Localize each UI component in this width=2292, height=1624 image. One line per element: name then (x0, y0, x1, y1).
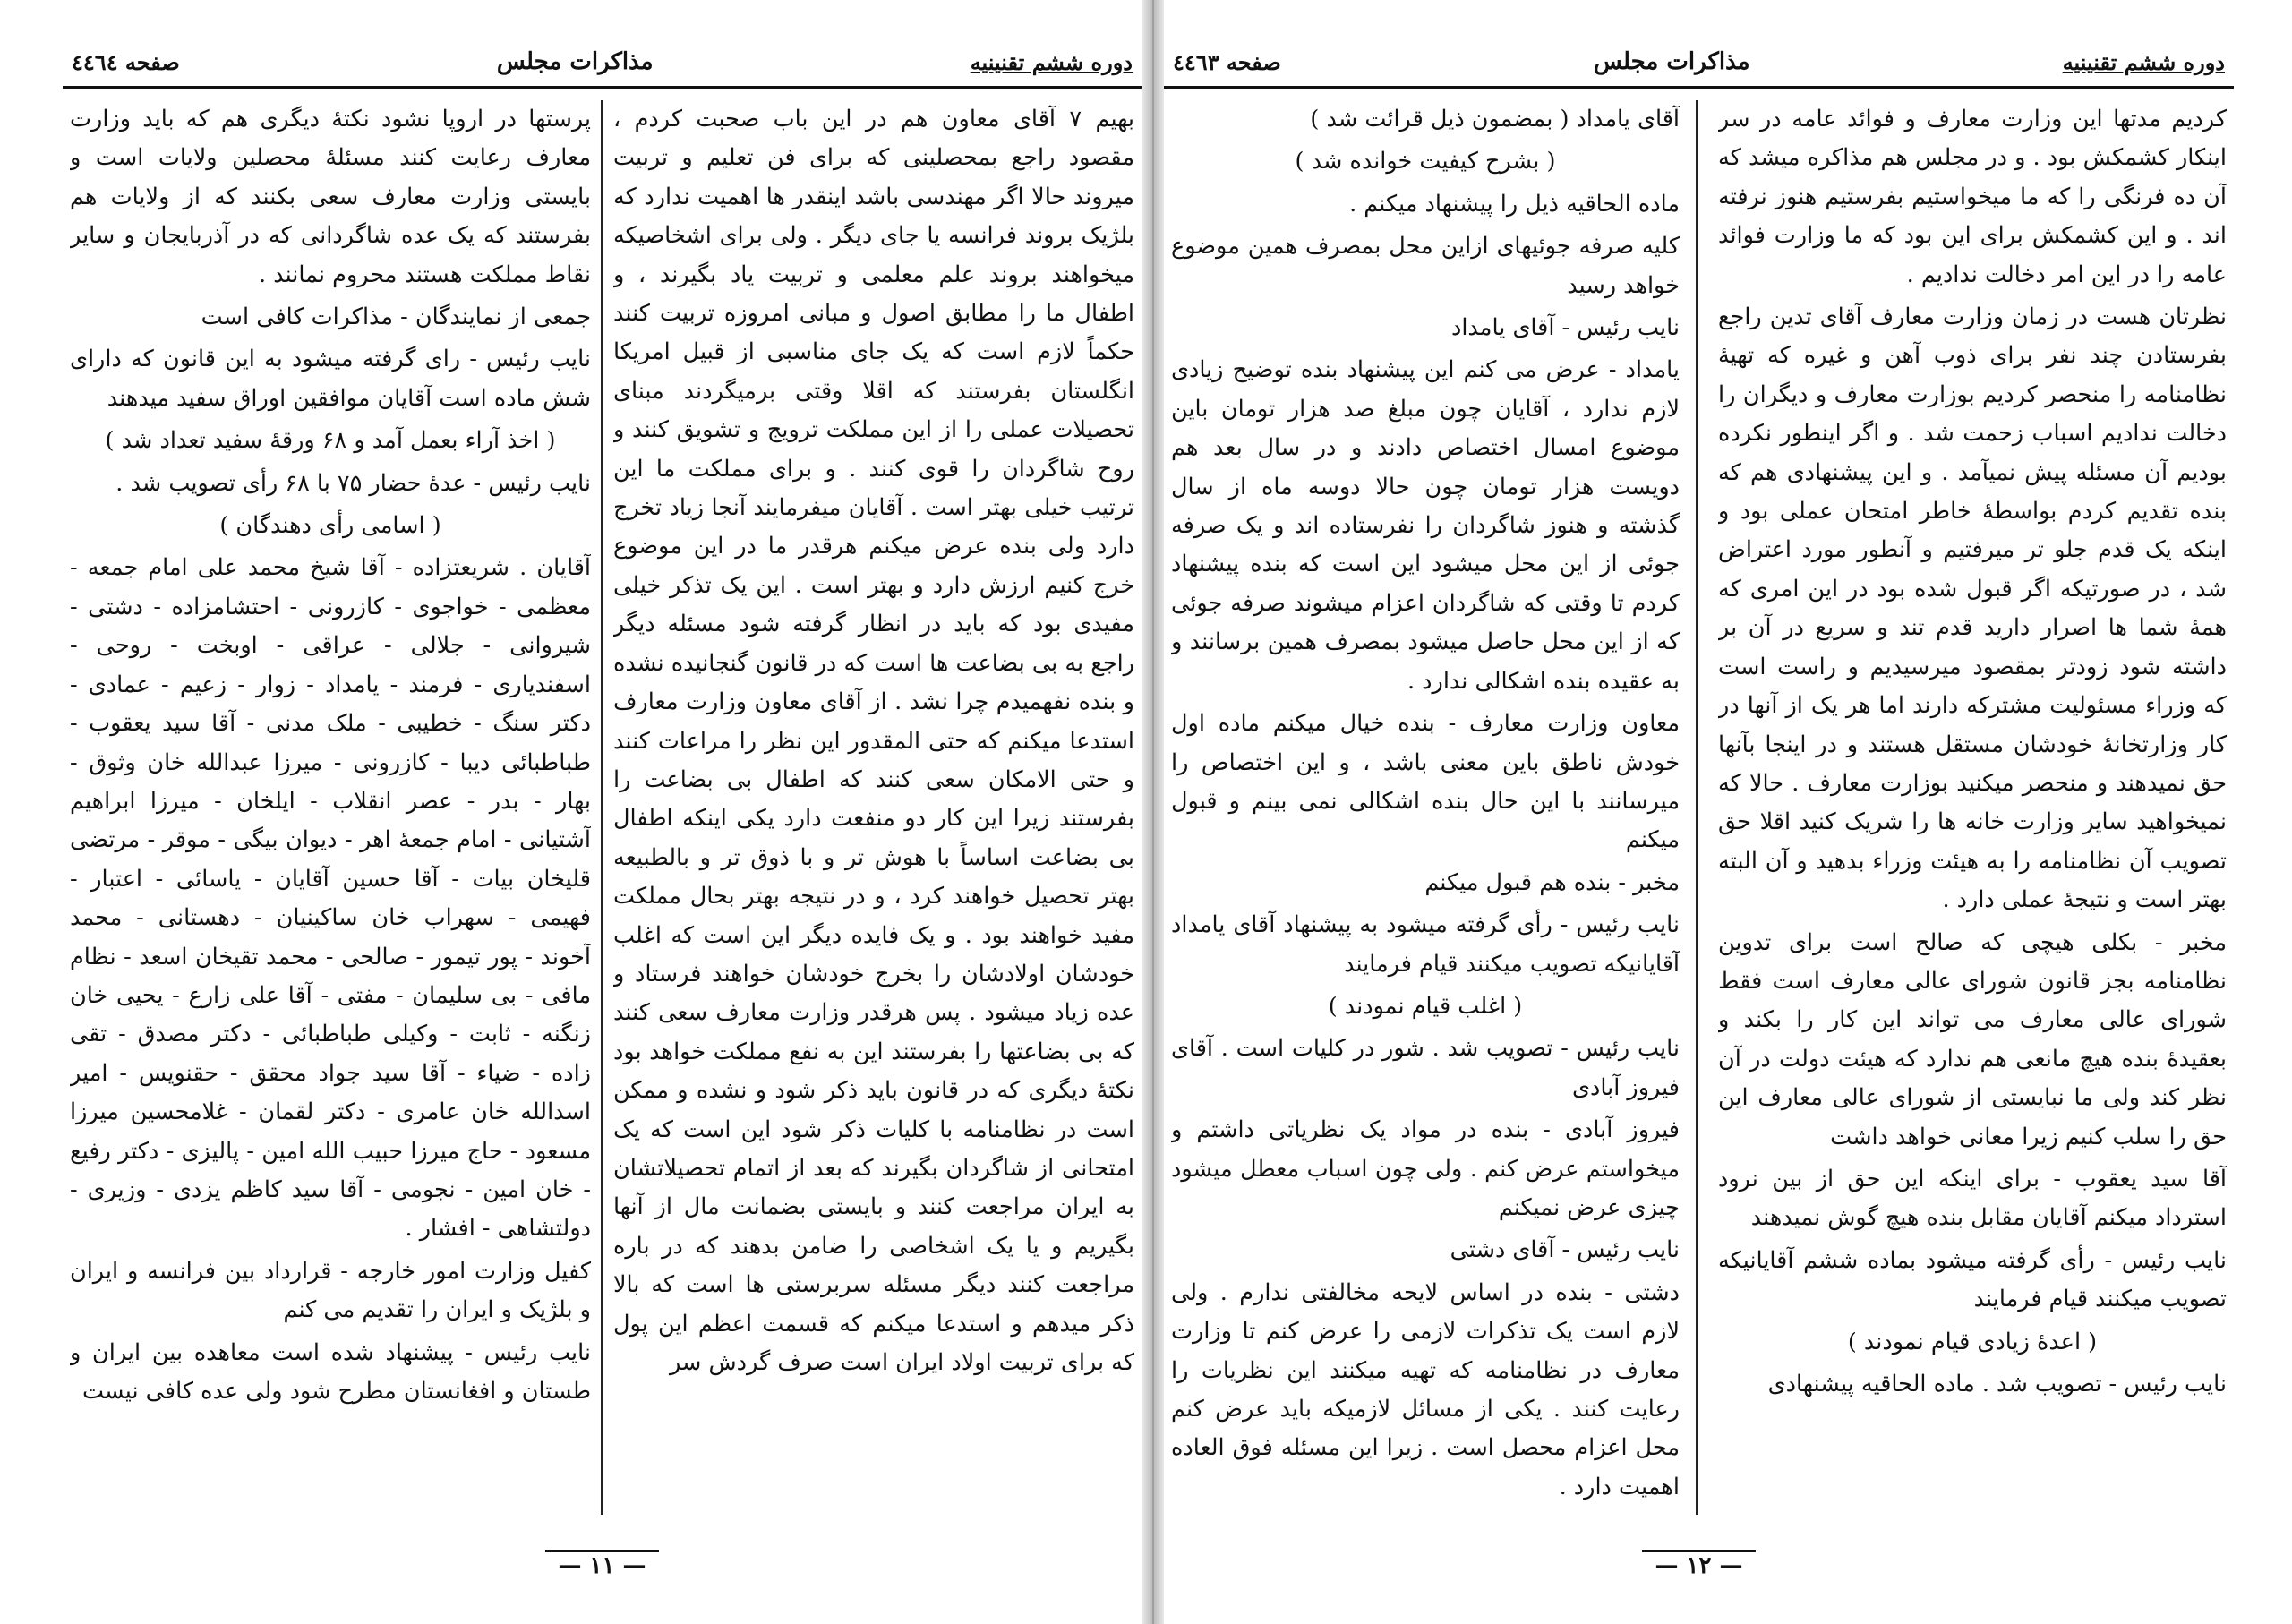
paragraph: نایب رئیس - آقای دشتی (1450, 1236, 1680, 1264)
paragraph: دشتی - بنده در اساس لایحه مخالفتی ندارم . ولی لازم است یک تذکرات لازمی را عرض کنم تا وزارت معارف در نظامنامه که تهیه میکنند این نظریات را رعایت کنند . یکی از مسائل لازمیکه باید عرض کنم محل اعزام محصل است . زیرا این مسئله فوق العاده اهمیت دارد . (1171, 1278, 1680, 1500)
paragraph: نایب رئیس - تصویب شد . شور در کلیات است . آقای فیروز آبادی (1171, 1035, 1680, 1101)
paragraph: نایب رئیس - عدهٔ حضار ۷۵ با ۶۸ رأی تصویب شد . (115, 469, 591, 497)
left-page (63, 38, 1142, 1586)
column-divider (601, 100, 603, 1515)
paragraph: نظرتان هست در زمان وزارت معارف آقای تدین راجع بفرستادن چند نفر برای ذوب آهن و غیره که تهیهٔ نظامنامه را منحصر کردیم بوزارت معارف و دیگران را دخالت ندادیم اسباب زحمت شد . و اگر اینطور نکرده بودیم آن مسئله پیش نمیآمد . و این پیشنهادی هم که بنده تقدیم کردم بواسطهٔ خاطر امتحان عملی بود و اینکه یک قدم جلو تر میرفتیم و آنطور مورد اعتراض شد ، در صورتیکه اگر قبول شده بود در این امری که همهٔ شما ها اصرار دارید قدم تند و سریع در آن بر داشته شود زودتر بمقصود میرسیدیم و راست است که وزراء مسئولیت مشترکه دارند اما هر یک از آنها در کار وزارتخانهٔ خودشان مستقل هستند و در اینجا بآنها حق نمیدهند و منحصر میکنید بوزارت معارف . حالا که نمیخواهید سایر وزارت خانه ها را شریک کنید اقلا حق تصویب آن نظامنامه را به هیئت وزراء بدهید و آن البته بهتر است و نتیجهٔ عملی دارد . (1718, 303, 2227, 914)
left-page-left-column (70, 100, 591, 1524)
right-page-number: — ۱۲ — (1642, 1550, 1755, 1579)
paragraph: نایب رئیس - پیشنهاد شده است معاهده بین ایران و طستان و افغانستان مطرح شود ولی عده کافی نیست (70, 1338, 591, 1405)
paragraph: نایب رئیس - آقای یامداد (1450, 314, 1680, 342)
paragraph: نایب رئیس - تصویب شد . ماده الحاقیه پیشنهادی (1767, 1371, 2227, 1397)
paragraph: نایب رئیس - رای گرفته میشود به این قانون که دارای شش ماده است آقایان موافقین اوراق سفید میدهند (70, 346, 591, 412)
book-gutter (1142, 0, 1164, 1624)
paragraph: آقایان . شریعتزاده - آقا شیخ محمد علی امام جمعه - معظمی - خواجوی - کازرونی - احتشامزاده - دشتی - شیروانی - جلالی - عراقی - اوبخت - روحی - اسفندیاری - فرمند - یامداد - زوار - زعیم - عمادی - دکتر سنگ - خطیبی - ملک مدنی - آقا سید یعقوب - طباطبائی دیبا - کازرونی - میرزا عبدالله خان وثوق - بهار - بدر - عصر انقلاب - ایلخان - میرزا ابراهیم آشتیانی - امام جمعهٔ اهر - دیوان بیگی - موقر - مرتضی قلیخان بیات - آقا حسین آقایان - یاسائی - اعتبار - فهیمی - سهراب خان ساکینیان - دهستانی - محمد آخوند - پور تیمور - صالحی - محمد تقیخان اسعد - نظام مافی - بی سلیمان - مفتی - آقا علی زارع - یحیی خان زنگنه - ثابت - وکیلی طباطبائی - دکتر مصدق - تقی زاده - ضیاء - آقا سید جواد محقق - حقنویس - امیر اسدالله خان عامری - دکتر لقمان - غلامحسین میرزا مسعود - حاج میرزا حبیب الله امین - پالیزی - دکتر رفیع - خان امین - نجومی - آقا سید کاظم یزدی - وزیری - دولتشاهی - افشار . (70, 554, 591, 1243)
paragraph: فیروز آبادی - بنده در مواد یک نظریاتی داشتم و میخواستم عرض کنم . ولی چون اسباب معطل میشود چیزی عرض نمیکنم (1171, 1116, 1680, 1221)
paragraph: بهیم ۷ آقای معاون هم در این باب صحبت کردم ، مقصود راجع بمحصلینی که برای فن تعلیم و تربیت میروند حالا اگر مهندسی باشد اینقدر ها اهمیت ندارد که بلژیک بروند فرانسه یا جای دیگر . ولی برای اشخاصیکه میخواهند بروند علم معلمی و تربیت یاد بگیرند ، و اطفال ما را مطابق اصول و مبانی امروزه تربیت کنند حکماً لازم است که یک جای مناسبی از قبیل امریکا انگلستان بفرستند که اقلا وقتی برمیگردند مبنای تحصیلات عملی را از این مملکت ترویج و تشویق کنند و روح شاگردان را قوی کنند . و برای مملکت ما این ترتیب خیلی بهتر است . آقایان میفرمایند آنجا زیاد تخرج دارد ولی بنده عرض میکنم هرقدر ما در این موضوع خرج کنیم ارزش دارد و بهتر است . این یک تذکر خیلی مفیدی بود که باید در انظار گرفته شود مسئله دیگر راجع به بی بضاعت ها است که در قانون گنجانیده نشده و بنده نفهمیدم چرا نشد . از آقای معاون وزارت معارف استدعا میکنم که حتی المقدور این نظر را مراعات کنند و حتی الامکان سعی کنند که اطفال بی بضاعت را بفرستند زیرا این کار دو منفعت دارد یکی اینکه اطفال بی بضاعت اساساً با هوش تر و با ذوق تر و بالطبیعه بهتر تحصیل خواهند کرد ، و در نتیجه بهتر بحال مملکت مفید خواهند بود . و یک فایده دیگر این است که اغلب خودشان اولادشان را بخرج خودشان خواهند فرستاد و عده زیاد میشود . پس هرقدر وزارت معارف سعی کنند که بی بضاعتها را بفرستند این به نفع مملکت خواهد بود نکتهٔ دیگری که در قانون باید ذکر شود و نشده و ممکن است در نظامنامه با کلیات ذکر شود این است که یک امتحانی از شاگردان بگیرند که بعد از اتمام تحصیلاتشان به ایران مراجعت کنند و بایستی بضمانت مال از آنها بگیریم و یا یک اشخاصی را ضامن بدهند که در باره مراجعت کنند دیگر مسئله سربرستی ها است که بالا ذکر میدهم و استدعا میکنم که قسمت اعظم این پول که برای تربیت اولاد ایران است صرف گردش سر (613, 106, 1134, 1376)
paragraph: کفیل وزارت امور خارجه - قرارداد بین فرانسه و ایران و بلژیک و ایران را تقدیم می کنم (70, 1257, 591, 1324)
left-header-title: مذاکرات مجلس (496, 48, 654, 75)
right-page-right-column (1718, 100, 2227, 1524)
centered-note: ( اخذ آراء بعمل آمد و ۶۸ ورقهٔ سفید تعداد شد ) (105, 427, 556, 455)
paragraph: آقا سید یعقوب - برای اینکه این حق از بین نرود استرداد میکنم آقایان مقابل بنده هیچ گوش نمیدهند (1718, 1165, 2227, 1232)
centered-note: ( اغلب قیام نمودند ) (1328, 992, 1523, 1020)
right-page-left-column (1171, 100, 1680, 1524)
paragraph: نایب رئیس - رأی گرفته میشود بماده ششم آقایانیکه تصویب میکنند قیام فرمایند (1718, 1246, 2227, 1313)
left-page-footer (63, 1550, 1142, 1579)
left-header-page-number: صفحه ٤٤٦٤ (72, 48, 180, 75)
right-page-header (1164, 38, 2234, 89)
paragraph: نایب رئیس - رأی گرفته میشود به پیشنهاد آقای یامداد آقایانیکه تصویب میکنند قیام فرمایند (1171, 911, 1680, 978)
left-page-number: — ۱۱ — (545, 1550, 658, 1579)
paragraph: کردیم مدتها این وزارت معارف و فوائد عامه در سر اینکار کشمکش بود . و در مجلس هم مذاکره میشد که آن ده فرنگی را که ما میخواستیم بفرستیم هنوز نرفته اند . و این کشمکش برای این بود که ما وزارت فوائد عامه را در این امر دخالت ندادیم . (1718, 106, 2227, 288)
paragraph: معاون وزارت معارف - بنده خیال میکنم ماده اول خودش ناطق باین معنی باشد ، و این اختصاص را میرسانند با این حال بنده اشکالی نمی بینم و قبول میکنم (1171, 710, 1680, 854)
paragraph: آقای یامداد ( بمضمون ذیل قرائت شد ) (1310, 106, 1680, 132)
centered-note: ( اسامی رأی دهندگان ) (219, 512, 441, 540)
right-header-title: مذاکرات مجلس (1593, 48, 1750, 75)
paragraph: پرستها در اروپا نشود نکتهٔ دیگری هم که باید وزارت معارف رعایت کنند مسئلهٔ محصلین ولایات است و بایستی وزارت معارف سعی بکنند که از ولایات هم بفرستند که یک عده شاگردانی که در آذربایجان و سایر نقاط مملکت هستند محروم نمانند . (70, 106, 591, 288)
paragraph: ماده الحاقیه ذیل را پیشنهاد میکنم . (1349, 190, 1680, 218)
paragraph: مخبر - بکلی هیچی که صالح است برای تدوین نظامنامه بجز قانون شورای عالی معارف است فقط شورای عالی معارف می تواند این کار را بکند و بعقیدهٔ بنده هیچ مانعی هم ندارد که هیئت دولت در آن نظر کند ولی ما نبایستی از شورای عالی معارف این حق را سلب کنیم زیرا معانی خواهد داشت (1718, 928, 2227, 1150)
paragraph: کلیه صرفه جوئیهای ازاین محل بمصرف همین موضوع خواهد رسید (1171, 233, 1680, 299)
centered-note: ( اعدهٔ زیادی قیام نمودند ) (1847, 1328, 2098, 1355)
paragraph: یامداد - عرض می کنم این پیشنهاد بنده توضیح زیادی لازم ندارد ، آقایان چون مبلغ صد هزار تومان باین موضوع امسال اختصاص دادند و در سال بعد هم دویست هزار تومان چون حالا دوسه ماه از سال گذشته و هنوز شاگردان را نفرستاده اند و یک صرفه جوئی از این محل میشود این است که بنده پیشنهاد کردم تا وقتی که شاگردان اعزام میشوند صرفه جوئی که از این محل حاصل میشود بمصرف همین برسانند و به عقیده بنده اشکالی ندارد . (1171, 356, 1680, 695)
right-page (1164, 38, 2234, 1586)
right-header-page-number: صفحه ٤٤٦٣ (1173, 48, 1281, 75)
column-divider (1696, 100, 1698, 1515)
centered-note: ( بشرح کیفیت خوانده شد ) (1295, 148, 1556, 175)
paragraph: مخبر - بنده هم قبول میکنم (1424, 868, 1680, 896)
right-page-footer (1164, 1550, 2234, 1579)
left-page-header (63, 38, 1142, 89)
left-page-right-column (613, 100, 1134, 1524)
right-header-section: دوره ششم تقنینیه (2062, 48, 2225, 75)
left-header-section: دوره ششم تقنینیه (970, 48, 1133, 75)
paragraph: جمعی از نمایندگان - مذاکرات کافی است (201, 303, 591, 331)
